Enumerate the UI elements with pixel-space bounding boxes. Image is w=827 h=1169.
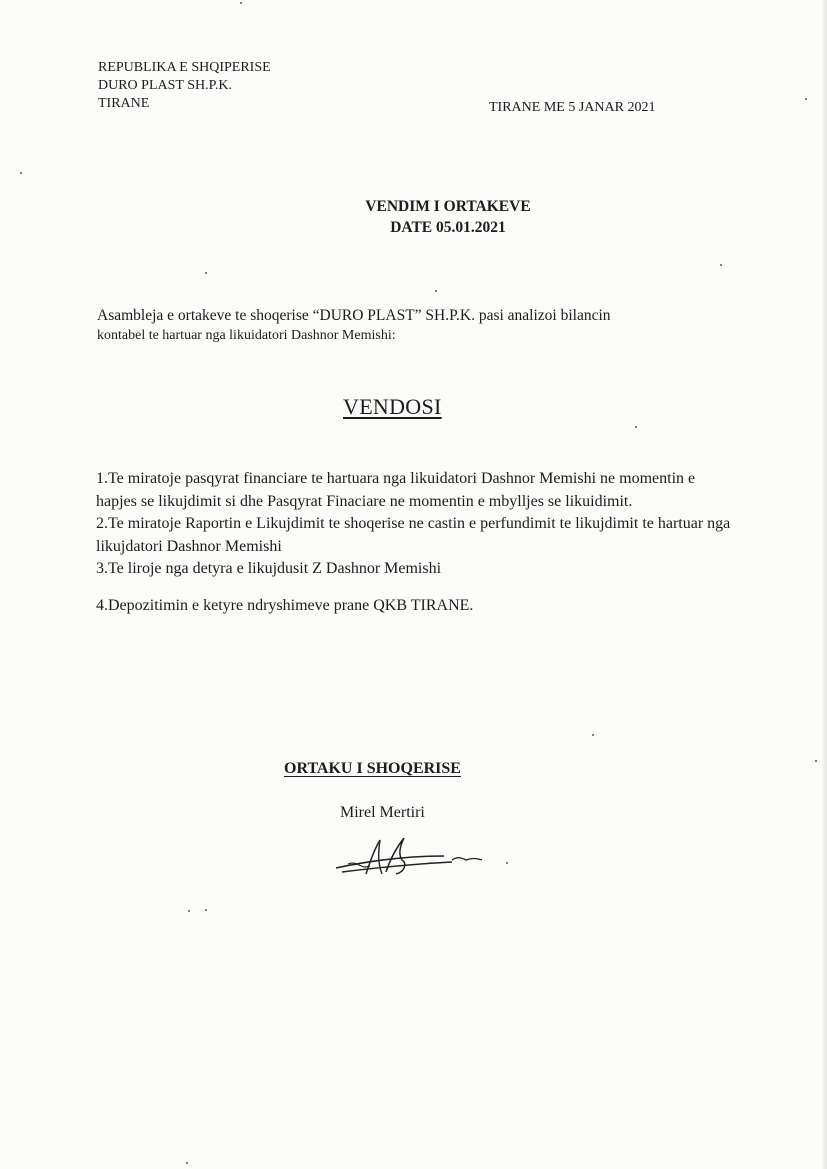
intro-line-1: Asambleja e ortakeve te shoqerise “DURO PLAST” SH.P.K. pasi analizoi bilancin <box>97 307 611 324</box>
intro-line-2: kontabel te hartuar nga likuidatori Dashnor Memishi: <box>97 328 396 343</box>
scan-edge-shadow <box>821 0 827 1169</box>
scan-speck <box>805 98 807 100</box>
scan-speck <box>186 1162 188 1164</box>
scan-speck <box>635 426 637 428</box>
scan-speck <box>188 910 190 912</box>
header-place-date: TIRANE ME 5 JANAR 2021 <box>489 100 656 115</box>
decision-items <box>96 468 736 617</box>
signatory-role: ORTAKU I SHOQERISE <box>284 760 461 777</box>
decision-heading: VENDOSI <box>343 394 442 419</box>
signatory-name: Mirel Mertiri <box>340 804 425 821</box>
item-spacer <box>96 581 736 595</box>
document-title: VENDIM I ORTAKEVE <box>365 198 531 215</box>
scan-speck <box>205 272 207 274</box>
scan-speck <box>506 862 508 864</box>
header-country: REPUBLIKA E SHQIPERISE <box>98 60 271 75</box>
scan-speck <box>205 909 207 911</box>
decision-item-1: 1.Te miratoje pasqyrat financiare te hartuara nga likuidatori Dashnor Memishi ne momentin e hapjes se likujdimit si dhe Pasqyrat Finaciare ne momentin e mbylljes se likuidimit. <box>96 470 696 510</box>
scan-speck <box>435 290 437 292</box>
document-date-title: DATE 05.01.2021 <box>390 219 506 236</box>
scan-speck <box>240 2 242 4</box>
handwritten-signature <box>334 834 494 882</box>
scan-speck <box>592 734 594 736</box>
decision-item-4: 4.Depozitimin e ketyre ndryshimeve prane QKB TIRANE. <box>96 596 474 614</box>
scan-speck <box>720 264 722 266</box>
decision-item-3: 3.Te liroje nga detyra e likujdusit Z Dashnor Memishi <box>96 560 442 577</box>
scan-speck <box>20 172 22 174</box>
decision-item-2: 2.Te miratoje Raportin e Likujdimit te shoqerise ne castin e perfundimit te likujdimit te hartuar nga likujdatori Dashnor Memishi <box>96 515 731 555</box>
intro-paragraph <box>97 306 717 346</box>
scan-speck <box>815 760 817 762</box>
header-city: TIRANE <box>98 96 150 111</box>
header-company: DURO PLAST SH.P.K. <box>98 78 232 93</box>
